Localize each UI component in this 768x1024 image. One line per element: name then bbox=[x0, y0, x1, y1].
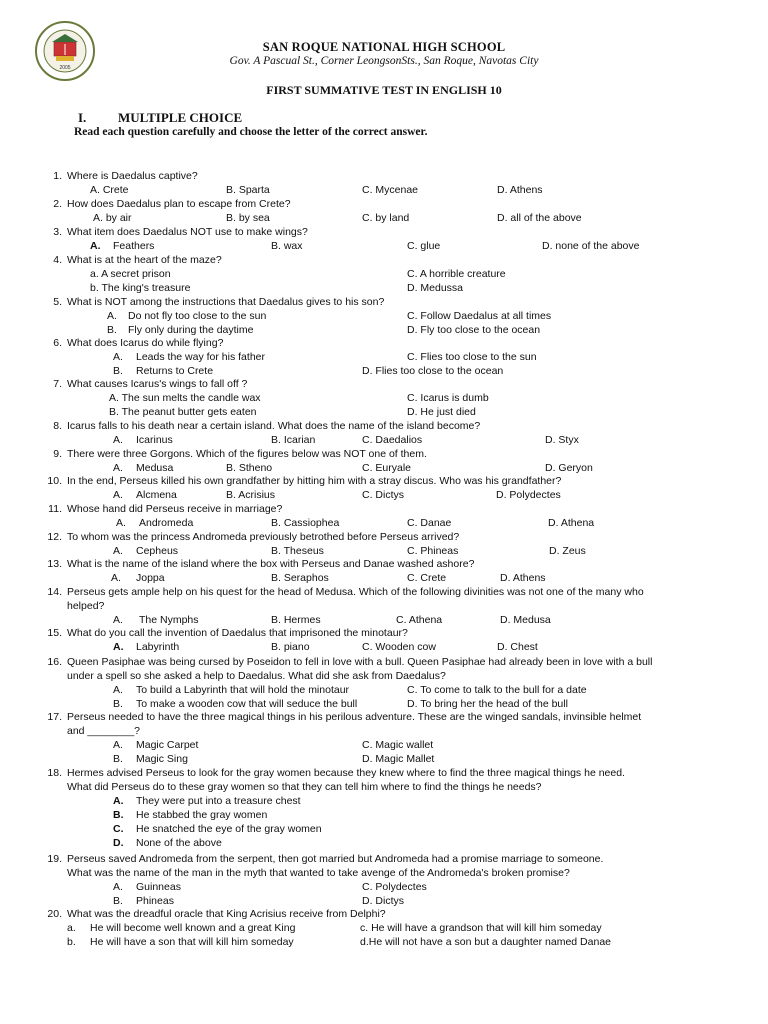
option-c[interactable]: C. A horrible creature bbox=[407, 268, 506, 280]
option-a[interactable]: They were put into a treasure chest bbox=[136, 795, 301, 807]
option-a-letter: A. bbox=[113, 614, 123, 626]
section-instructions: Read each question carefully and choose the letter of the correct answer. bbox=[74, 126, 428, 138]
option-d[interactable]: D. He just died bbox=[407, 406, 476, 418]
option-c[interactable]: C. Wooden cow bbox=[362, 641, 436, 653]
question-text: Perseus gets ample help on his quest for the head of Medusa. Which of the following divinities was not one of the many who bbox=[67, 586, 644, 598]
option-a-letter: A. bbox=[113, 489, 123, 501]
option-d[interactable]: D. Geryon bbox=[545, 462, 593, 474]
question-text: Whose hand did Perseus receive in marriage? bbox=[67, 503, 283, 515]
option-d[interactable]: D. Dictys bbox=[362, 895, 404, 907]
option-c[interactable]: C. by land bbox=[362, 212, 410, 224]
option-a[interactable]: Andromeda bbox=[139, 517, 194, 529]
question-text: Where is Daedalus captive? bbox=[67, 170, 198, 182]
option-a-letter: A. bbox=[113, 351, 123, 363]
question-number: 5. bbox=[53, 296, 62, 308]
option-c[interactable]: C. Mycenae bbox=[362, 184, 419, 196]
question-text: What is NOT among the instructions that Daedalus gives to his son? bbox=[67, 296, 385, 308]
question-text: What do you call the invention of Daedalus that imprisoned the minotaur? bbox=[67, 627, 408, 639]
option-d[interactable]: d.He will not have a son but a daughter named Danae bbox=[360, 936, 612, 948]
option-b-letter: B. bbox=[113, 365, 123, 377]
option-a[interactable]: Icarinus bbox=[136, 434, 173, 446]
option-c[interactable]: He snatched the eye of the gray women bbox=[136, 823, 322, 835]
option-c[interactable]: C. Crete bbox=[407, 572, 447, 584]
option-b-letter: B. bbox=[113, 753, 123, 765]
option-d[interactable]: D. To bring her the head of the bull bbox=[407, 698, 568, 710]
option-c[interactable]: C. Daedalios bbox=[362, 434, 423, 446]
option-a[interactable]: Alcmena bbox=[136, 489, 177, 501]
option-a-letter: a. bbox=[67, 922, 76, 934]
option-b[interactable]: Returns to Crete bbox=[136, 365, 214, 377]
option-a[interactable]: Labyrinth bbox=[136, 641, 180, 653]
option-b[interactable]: B. Hermes bbox=[271, 614, 321, 626]
option-a-letter: A. bbox=[113, 434, 123, 446]
option-c[interactable]: C. Athena bbox=[396, 614, 443, 626]
option-a[interactable]: The Nymphs bbox=[139, 614, 199, 626]
option-c[interactable]: C. Danae bbox=[407, 517, 452, 529]
option-c-letter: C. bbox=[113, 823, 124, 835]
option-d[interactable]: D. Athens bbox=[500, 572, 546, 584]
question-number: 17. bbox=[47, 711, 62, 723]
option-c[interactable]: C. To come to talk to the bull for a date bbox=[407, 684, 587, 696]
question-number: 2. bbox=[53, 198, 62, 210]
option-a-letter: A. bbox=[116, 517, 126, 529]
option-c[interactable]: C. Euryale bbox=[362, 462, 412, 474]
question-text: What does Icarus do while flying? bbox=[67, 337, 224, 349]
question-text: What item does Daedalus NOT use to make wings? bbox=[67, 226, 308, 238]
question-number: 3. bbox=[53, 226, 62, 238]
option-d[interactable]: D. Flies too close to the ocean bbox=[362, 365, 504, 377]
option-c[interactable]: C. Polydectes bbox=[362, 881, 427, 893]
question-number: 9. bbox=[53, 448, 62, 460]
option-b[interactable]: B. Sparta bbox=[226, 184, 270, 196]
option-d[interactable]: None of the above bbox=[136, 837, 222, 849]
option-b-letter: B. bbox=[113, 895, 123, 907]
question-text: Perseus saved Andromeda from the serpent, then got married but Andromeda had a promise marriage to someone. bbox=[67, 853, 604, 865]
option-d[interactable]: D. all of the above bbox=[497, 212, 582, 224]
option-a[interactable]: A. The sun melts the candle wax bbox=[109, 392, 261, 404]
option-b[interactable]: Fly only during the daytime bbox=[128, 324, 254, 336]
option-d[interactable]: D. Styx bbox=[545, 434, 579, 446]
option-a-letter: A. bbox=[113, 684, 123, 696]
option-b-letter: b. bbox=[67, 936, 76, 948]
question-number: 14. bbox=[47, 586, 62, 598]
option-a[interactable]: To build a Labyrinth that will hold the minotaur bbox=[136, 684, 350, 696]
option-a[interactable]: Guinneas bbox=[136, 881, 181, 893]
option-a-letter: A. bbox=[90, 240, 101, 252]
question-number: 13. bbox=[47, 558, 62, 570]
option-d[interactable]: D. Magic Mallet bbox=[362, 753, 435, 765]
option-a[interactable]: A. Crete bbox=[90, 184, 129, 196]
option-a-letter: A. bbox=[113, 739, 123, 751]
option-a-letter: A. bbox=[113, 881, 123, 893]
question-text: In the end, Perseus killed his own grandfather by hitting him with a stray discus. Who was his grandfather? bbox=[67, 475, 562, 487]
option-b[interactable]: To make a wooden cow that will seduce the bull bbox=[136, 698, 358, 710]
option-b[interactable]: He will have a son that will kill him someday bbox=[90, 936, 294, 948]
question-text-line2: under a spell so she asked a help to Daedalus. What did she ask from Daedalus? bbox=[67, 670, 446, 682]
option-b[interactable]: B. Icarian bbox=[271, 434, 316, 446]
option-b[interactable]: B. Theseus bbox=[271, 545, 324, 557]
question-number: 1. bbox=[53, 170, 62, 182]
option-a[interactable]: He will become well known and a great King bbox=[90, 922, 296, 934]
option-c[interactable]: C. Follow Daedalus at all times bbox=[407, 310, 552, 322]
option-a[interactable]: Do not fly too close to the sun bbox=[128, 310, 267, 322]
question-number: 10. bbox=[47, 475, 62, 487]
option-d[interactable]: D. Fly too close to the ocean bbox=[407, 324, 541, 336]
question-text-line2: helped? bbox=[67, 600, 105, 612]
question-number: 11. bbox=[48, 503, 62, 515]
question-number: 7. bbox=[53, 378, 62, 390]
question-text: Hermes advised Perseus to look for the gray women because they knew where to find the three magical things he need. bbox=[67, 767, 625, 779]
option-b[interactable]: B. Acrisius bbox=[226, 489, 276, 501]
option-d[interactable]: D. Polydectes bbox=[496, 489, 561, 501]
option-a-letter: A. bbox=[113, 545, 123, 557]
question-number: 16. bbox=[47, 656, 62, 668]
option-a-letter: A. bbox=[113, 795, 124, 807]
question-text-line2: What did Perseus do to these gray women so that they can tell him where to find the things he needs? bbox=[67, 781, 542, 793]
section-title: MULTIPLE CHOICE bbox=[118, 110, 243, 125]
svg-text:2005: 2005 bbox=[59, 65, 71, 71]
question-text: What is the name of the island where the box with Perseus and Danae washed ashore? bbox=[67, 558, 475, 570]
option-a[interactable]: A. by air bbox=[93, 212, 132, 224]
option-b[interactable]: B. piano bbox=[271, 641, 310, 653]
option-a-letter: A. bbox=[113, 462, 123, 474]
option-c[interactable]: C. Flies too close to the sun bbox=[407, 351, 537, 363]
school-name: SAN ROQUE NATIONAL HIGH SCHOOL bbox=[262, 40, 506, 54]
question-number: 20. bbox=[47, 908, 62, 920]
question-number: 15. bbox=[47, 627, 62, 639]
option-b[interactable]: Magic Sing bbox=[136, 753, 188, 765]
question-text: Perseus needed to have the three magical things in his perilous adventure. These are the winged sandals, invinsible helmet bbox=[67, 711, 642, 723]
question-text: How does Daedalus plan to escape from Crete? bbox=[67, 198, 291, 210]
option-a[interactable]: Joppa bbox=[136, 572, 165, 584]
option-a-letter: A. bbox=[113, 641, 124, 653]
option-b[interactable]: Phineas bbox=[136, 895, 174, 907]
question-text: What is at the heart of the maze? bbox=[67, 254, 222, 266]
option-b[interactable]: He stabbed the gray women bbox=[136, 809, 268, 821]
option-c[interactable]: c. He will have a grandson that will kill him someday bbox=[360, 922, 602, 934]
question-text: What causes Icarus's wings to fall off ? bbox=[67, 378, 248, 390]
option-a[interactable]: a. A secret prison bbox=[90, 268, 171, 280]
option-a[interactable]: Medusa bbox=[136, 462, 174, 474]
question-text: To whom was the princess Andromeda previously betrothed before Perseus arrived? bbox=[67, 531, 460, 543]
option-a[interactable]: Feathers bbox=[113, 240, 155, 252]
option-b[interactable]: b. The king's treasure bbox=[90, 282, 191, 294]
question-number: 18. bbox=[47, 767, 62, 779]
question-number: 6. bbox=[53, 337, 62, 349]
question-text: There were three Gorgons. Which of the figures below was NOT one of them. bbox=[67, 448, 427, 460]
option-c[interactable]: C. glue bbox=[407, 240, 441, 252]
option-d[interactable]: D. Chest bbox=[497, 641, 538, 653]
option-d[interactable]: D. Athena bbox=[548, 517, 595, 529]
question-text: Icarus falls to his death near a certain island. What does the name of the island become? bbox=[67, 420, 481, 432]
option-c[interactable]: C. Dictys bbox=[362, 489, 404, 501]
option-b[interactable]: B. The peanut butter gets eaten bbox=[109, 406, 257, 418]
question-number: 12. bbox=[47, 531, 62, 543]
question-number: 19. bbox=[47, 853, 62, 865]
option-b-letter: B. bbox=[113, 809, 124, 821]
option-b[interactable]: B. Stheno bbox=[226, 462, 273, 474]
option-c[interactable]: C. Phineas bbox=[407, 545, 459, 557]
question-text-line2: What was the name of the man in the myth that wanted to take avenge of the Andromeda's broken promise? bbox=[67, 867, 570, 879]
option-d[interactable]: D. Athens bbox=[497, 184, 543, 196]
option-c[interactable]: C. Magic wallet bbox=[362, 739, 434, 751]
option-b-letter: B. bbox=[107, 324, 117, 336]
question-number: 4. bbox=[53, 254, 62, 266]
option-a-letter: A. bbox=[107, 310, 117, 322]
question-text: What was the dreadful oracle that King Acrisius receive from Delphi? bbox=[67, 908, 386, 920]
question-text: Queen Pasiphae was being cursed by Poseidon to fell in love with a bull. Queen Pasiphae had already been in love with a bull bbox=[67, 656, 653, 668]
option-d-letter: D. bbox=[113, 837, 124, 849]
option-d[interactable]: D. Medussa bbox=[407, 282, 464, 294]
option-a[interactable]: Magic Carpet bbox=[136, 739, 199, 751]
school-address: Gov. A Pascual St., Corner LeongsonSts., San Roque, Navotas City bbox=[229, 55, 539, 67]
option-a[interactable]: Cepheus bbox=[136, 545, 179, 557]
section-number: I. bbox=[78, 110, 87, 125]
option-b[interactable]: B. by sea bbox=[226, 212, 270, 224]
test-title: FIRST SUMMATIVE TEST IN ENGLISH 10 bbox=[266, 83, 502, 97]
option-b[interactable]: B. Seraphos bbox=[271, 572, 329, 584]
option-b[interactable]: B. Cassiophea bbox=[271, 517, 340, 529]
option-a-letter: A. bbox=[111, 572, 121, 584]
option-b-letter: B. bbox=[113, 698, 123, 710]
option-d[interactable]: D. none of the above bbox=[542, 240, 640, 252]
option-d[interactable]: D. Medusa bbox=[500, 614, 551, 626]
option-b[interactable]: B. wax bbox=[271, 240, 303, 252]
question-text-line2: and ________? bbox=[67, 725, 140, 737]
option-c[interactable]: C. Icarus is dumb bbox=[407, 392, 489, 404]
question-number: 8. bbox=[53, 420, 62, 432]
option-a[interactable]: Leads the way for his father bbox=[136, 351, 265, 363]
option-d[interactable]: D. Zeus bbox=[549, 545, 586, 557]
